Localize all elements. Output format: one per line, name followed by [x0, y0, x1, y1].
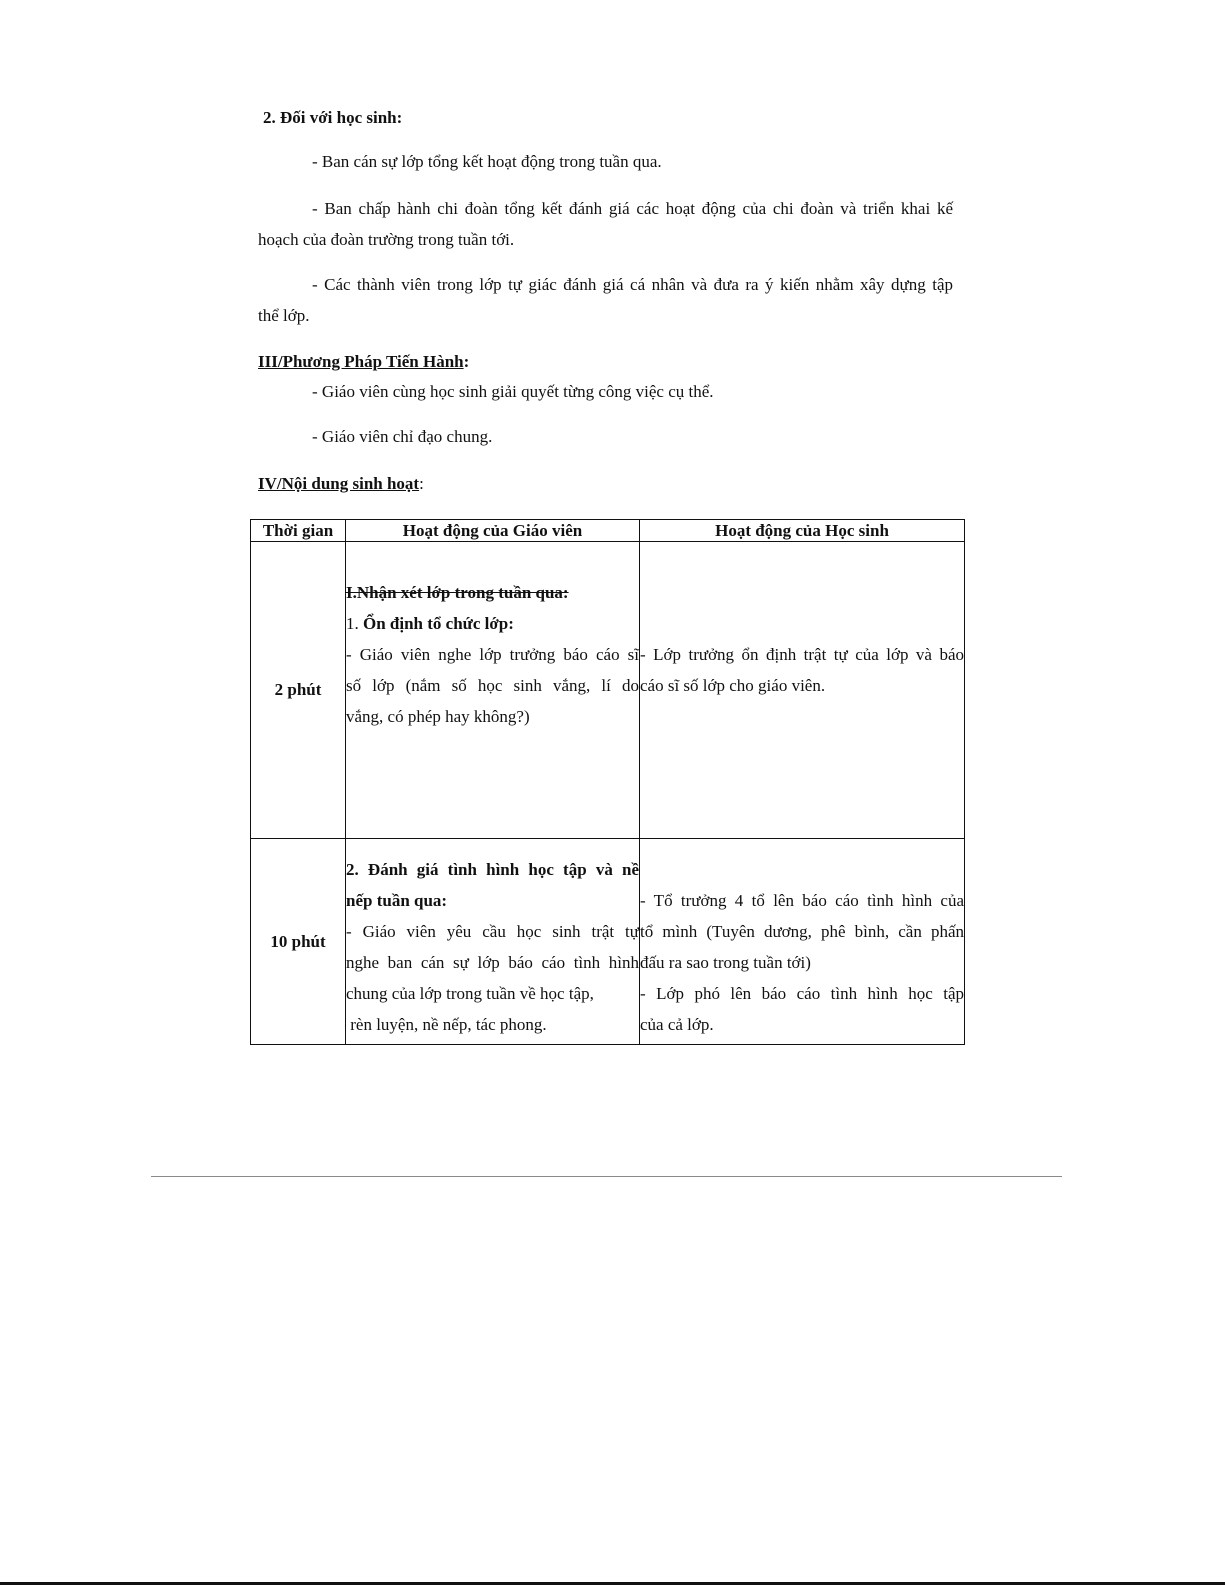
time-cell: 2 phút	[251, 542, 346, 839]
table-row	[251, 839, 965, 1045]
student-line: - Tổ trưởng 4 tổ lên báo cáo tình hình của	[640, 891, 964, 910]
teacher-cell	[346, 839, 640, 1045]
section-3-colon: :	[463, 352, 470, 371]
student-cell	[640, 542, 965, 839]
teacher-heading: nếp tuần qua:	[346, 891, 448, 910]
teacher-line: số lớp (nắm số học sinh vắng, lí do	[346, 676, 639, 695]
section-3-title: III/Phương Pháp Tiến Hành	[258, 352, 464, 371]
section-2-title: 2. Đối với học sinh:	[263, 108, 403, 127]
section-4-title: IV/Nội dung sinh hoạt	[258, 474, 420, 493]
student-cell	[640, 839, 965, 1045]
teacher-cell	[346, 542, 640, 839]
student-line: - Lớp trưởng ổn định trật tự của lớp và báo	[640, 645, 964, 664]
section-4-colon: :	[419, 474, 424, 493]
paragraph-line: - Các thành viên trong lớp tự giác đánh giá cá nhân và đưa ra ý kiến nhằm xây dựng tập	[312, 275, 953, 294]
student-line: tổ mình (Tuyên dương, phê bình, cần phấn	[640, 922, 964, 941]
section-3-heading	[258, 346, 469, 377]
teacher-heading: I.Nhận xét lớp trong tuần qua:	[346, 583, 569, 602]
section-4-heading	[258, 468, 424, 499]
header-time: Thời gian	[251, 520, 346, 542]
student-line: của cả lớp.	[640, 1015, 714, 1034]
student-line: cáo sĩ số lớp cho giáo viên.	[640, 676, 826, 695]
student-line: đấu ra sao trong tuần tới)	[640, 953, 811, 972]
table-row	[251, 542, 965, 839]
paragraph: - Giáo viên chỉ đạo chung.	[312, 427, 493, 446]
paragraph	[258, 269, 953, 331]
teacher-line: - Giáo viên yêu cầu học sinh trật tự	[346, 922, 639, 941]
header-student: Hoạt động của Học sinh	[640, 520, 965, 542]
teacher-subheading	[346, 608, 639, 639]
teacher-heading: 2. Đánh giá tình hình học tập và nề	[346, 860, 639, 879]
page-divider	[151, 1176, 1062, 1177]
table-header-row	[251, 520, 965, 542]
sub-number: 1.	[346, 614, 363, 633]
student-line: - Lớp phó lên báo cáo tình hình học tập	[640, 984, 964, 1003]
teacher-line: vắng, có phép hay không?)	[346, 707, 530, 726]
sub-title: Ổn định tổ chức lớp:	[363, 614, 514, 633]
paragraph: - Ban cán sự lớp tổng kết hoạt động trong tuần qua.	[312, 152, 662, 171]
teacher-line: chung của lớp trong tuần về học tập,	[346, 984, 594, 1003]
paragraph-line: thể lớp.	[258, 306, 310, 325]
paragraph	[258, 193, 953, 255]
paragraph-line: - Ban chấp hành chi đoàn tổng kết đánh giá các hoạt động của chi đoàn và triển khai kế	[312, 199, 953, 218]
paragraph: - Giáo viên cùng học sinh giải quyết từng công việc cụ thể.	[312, 382, 714, 401]
teacher-line: rèn luyện, nề nếp, tác phong.	[346, 1015, 547, 1034]
activity-table	[250, 519, 965, 1045]
time-cell: 10 phút	[251, 839, 346, 1045]
teacher-line: nghe ban cán sự lớp báo cáo tình hình	[346, 953, 639, 972]
teacher-line: - Giáo viên nghe lớp trưởng báo cáo sĩ	[346, 645, 639, 664]
header-teacher: Hoạt động của Giáo viên	[346, 520, 640, 542]
paragraph-line: hoạch của đoàn trường trong tuần tới.	[258, 230, 515, 249]
